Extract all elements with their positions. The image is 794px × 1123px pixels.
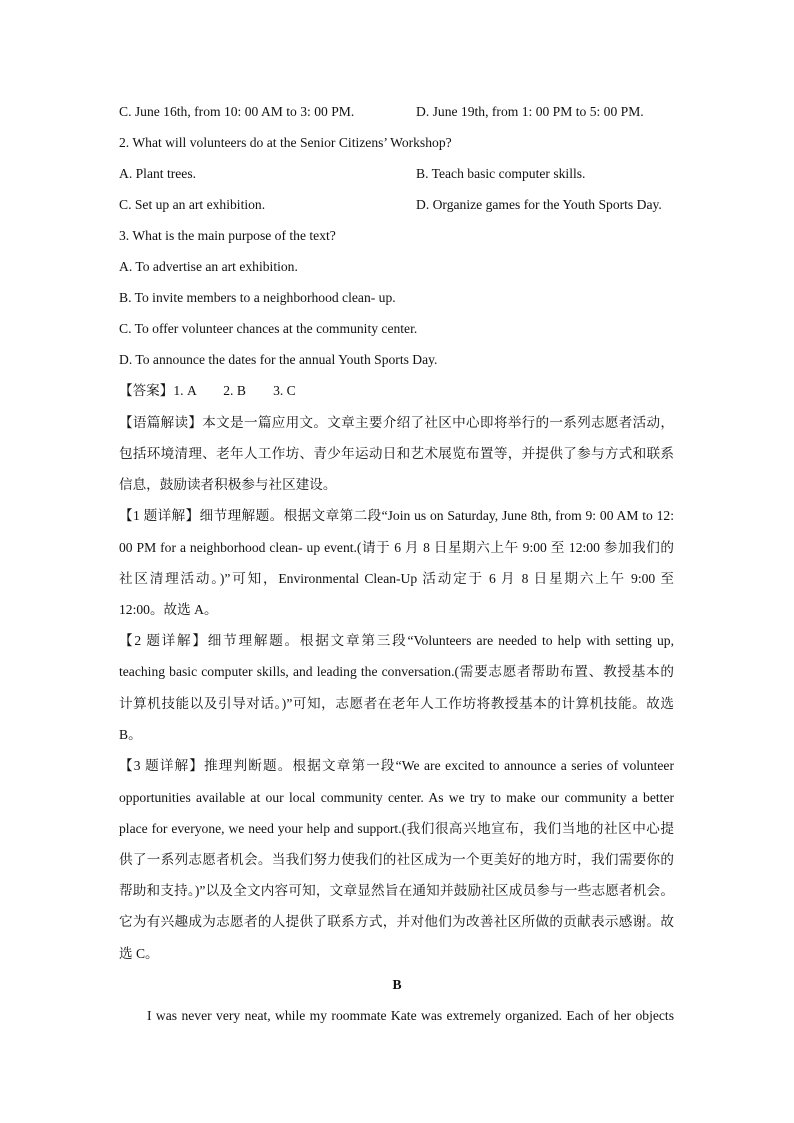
passage-first-line: I was never very neat, while my roommate Kate was extremely organized. Each of her objects xyxy=(147,1008,674,1023)
section-heading: B xyxy=(392,977,402,992)
q2-option-d: D. Organize games for the Youth Sports Day. xyxy=(416,197,662,212)
explanation-3-line: 选 C。 xyxy=(119,946,159,961)
explanation-2-line: 计算机技能以及引导对话。)”可知，志愿者在老年人工作坊将教授基本的计算机技能。故选 xyxy=(119,696,674,711)
explanation-3-line: 【3 题详解】推理判断题。根据文章第一段“We are excited to announce a series of volunteer xyxy=(119,758,674,773)
q3-option-c: C. To offer volunteer chances at the community center. xyxy=(119,321,418,336)
q2-option-b: B. Teach basic computer skills. xyxy=(416,166,586,181)
summary-line: 信息，鼓励读者积极参与社区建设。 xyxy=(119,477,337,492)
q3-option-d: D. To announce the dates for the annual Youth Sports Day. xyxy=(119,352,438,367)
explanation-3-line: 它为有兴趣成为志愿者的人提供了联系方式，并对他们为改善社区所做的贡献表示感谢。故 xyxy=(119,914,674,929)
explanation-1-line: 12:00。故选 A。 xyxy=(119,602,218,617)
explanation-2-line: 【2 题详解】细节理解题。根据文章第三段“Volunteers are needed to help with setting up, xyxy=(119,633,674,648)
q2-option-a: A. Plant trees. xyxy=(119,166,197,181)
q3-option-a: A. To advertise an art exhibition. xyxy=(119,259,298,274)
q1-option-c: C. June 16th, from 10: 00 AM to 3: 00 PM. xyxy=(119,104,355,119)
explanation-1-line: 【1 题详解】细节理解题。根据文章第二段“Join us on Saturday, June 8th, from 9: 00 AM to 12: xyxy=(119,508,674,523)
explanation-3-line: opportunities available at our local community center. As we try to make our community a better xyxy=(119,790,674,805)
q2-option-c: C. Set up an art exhibition. xyxy=(119,197,266,212)
answer-key: 【答案】1. A 2. B 3. C xyxy=(119,383,296,398)
q2-question: 2. What will volunteers do at the Senior Citizens’ Workshop? xyxy=(119,135,452,150)
explanation-2-line: B。 xyxy=(119,727,142,742)
explanation-1-line: 社区清理活动。)”可知，Environmental Clean-Up 活动定于 6 月 8 日星期六上午 9:00 至 xyxy=(119,571,674,586)
explanation-3-line: 供了一系列志愿者机会。当我们努力使我们的社区成为一个更美好的地方时，我们需要你的 xyxy=(119,852,674,867)
q3-option-b: B. To invite members to a neighborhood clean- up. xyxy=(119,290,396,305)
explanation-1-line: 00 PM for a neighborhood clean- up event.(请于 6 月 8 日星期六上午 9:00 至 12:00 参加我们的 xyxy=(119,540,674,555)
explanation-3-line: place for everyone, we need your help and support.(我们很高兴地宣布，我们当地的社区中心提 xyxy=(119,821,674,836)
explanation-2-line: teaching basic computer skills, and leading the conversation.(需要志愿者帮助布置、教授基本的 xyxy=(119,664,674,679)
q1-option-d: D. June 19th, from 1: 00 PM to 5: 00 PM. xyxy=(416,104,644,119)
explanation-3-line: 帮助和支持。)”以及全文内容可知，文章显然旨在通知并鼓励社区成员参与一些志愿者机会。 xyxy=(119,883,674,898)
summary-line: 【语篇解读】本文是一篇应用文。文章主要介绍了社区中心即将举行的一系列志愿者活动， xyxy=(119,415,674,430)
q3-question: 3. What is the main purpose of the text? xyxy=(119,228,336,243)
summary-line: 包括环境清理、老年人工作坊、青少年运动日和艺术展览布置等，并提供了参与方式和联系 xyxy=(119,446,674,461)
